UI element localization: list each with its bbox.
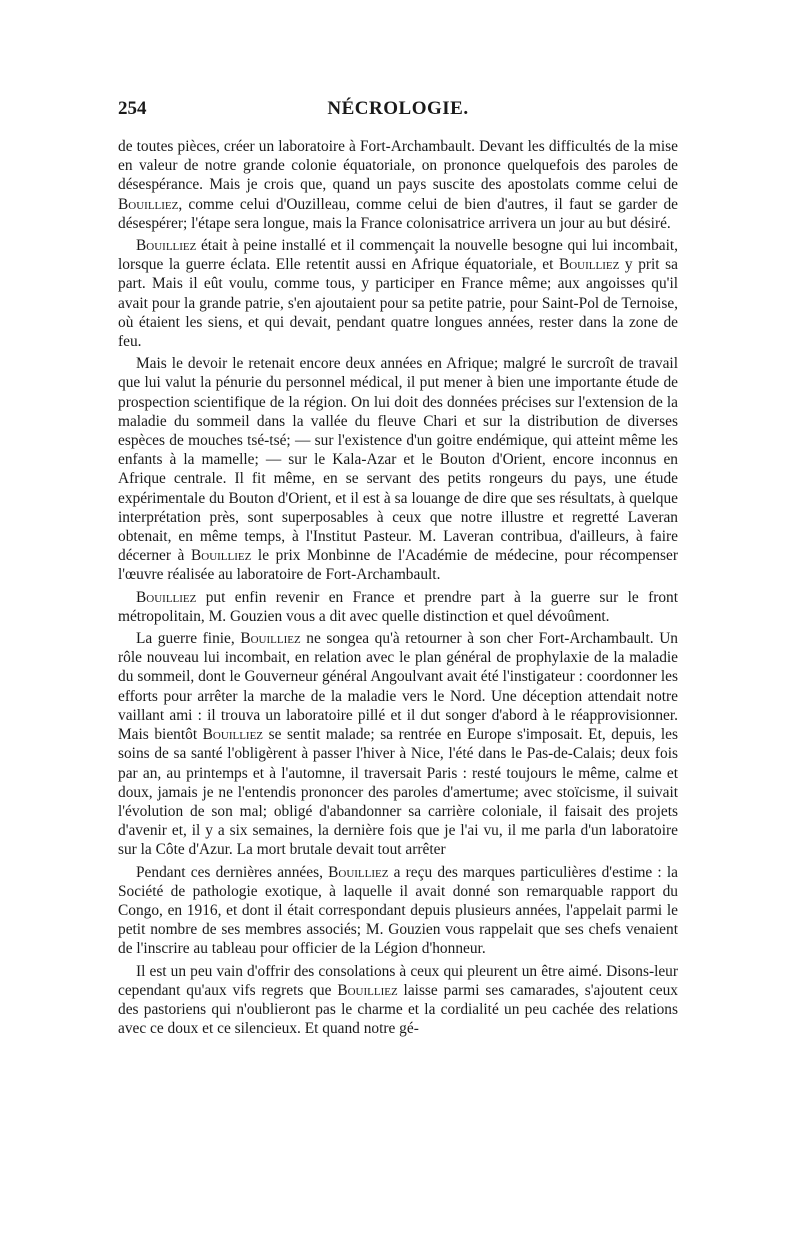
running-title: NÉCROLOGIE. [327,98,469,119]
text-segment: était à peine installé et il commençait la nouvelle besogne qui lui incombait, lorsque la guerre éclata. Elle retentit aussi en Afrique équatoriale, et [118,237,678,274]
paragraph [118,236,678,351]
name-smallcaps: Bouilliez [558,256,620,274]
text-segment: Mais le devoir le retenait encore deux années en Afrique; malgré le surcroît de travail que lui valut la pénurie du personnel médical, il put mener à bien une importante étude de prospection scientifique de la région. On lui doit des données précises sur l'extension de la maladie du sommeil dans la vallée du fleuve Chari et sur la distribution de diverses espèces de mouches tsé-tsé; — sur l'existence d'un goitre endémique, qui atteint même les enfants à la mamelle; — sur le Kala-Azar et le Bouton d'Orient, encore inconnus en Afrique centrale. Il fit même, en se servant des petits rongeurs du pays, une étude expérimentale du Bouton d'Orient, et il est à sa louange de dire que ses résultats, à quelque interprétation près, sont superposables à ceux que notre illustre et regretté Laveran obtenait, en même temps, à l'Institut Pasteur. M. Laveran contribua, d'ailleurs, à faire décerner à [118,355,678,565]
paragraph [118,962,678,1039]
text-segment: La guerre finie, [136,630,241,648]
text-segment: put enfin revenir en France et prendre part à la guerre sur le front métropolitain, M. Gouzien vous a dit avec quelle distinction et quel dévoûment. [118,588,678,625]
text-segment: le prix Monbinne de l'Académie de médecine, pour récompenser l'œuvre réalisée au laboratoire de Fort-Archambault. [118,547,678,584]
text-segment: Pendant ces dernières années, [136,863,329,881]
paragraph [118,354,678,584]
name-smallcaps: Bouilliez [240,630,301,648]
text-segment: Il est un peu vain d'offrir des consolations à ceux qui pleurent un être aimé. Disons-leur cependant qu'aux vifs regrets que [118,962,678,999]
name-smallcaps: Bouilliez [337,981,398,999]
text-segment: , comme celui d'Ouzilleau, comme celui de bien d'autres, il faut se garder de désespérer; l'étape sera longue, mais la France colonisatrice arrivera un jour au but désiré. [118,195,678,232]
paragraph [118,137,678,233]
name-smallcaps: Bouilliez [190,547,252,565]
paragraph [118,863,678,959]
name-smallcaps: Bouilliez [328,863,389,881]
text-segment: a reçu des marques particulières d'estime : la Société de pathologie exotique, à laquelle il avait donné son remarquable rapport du Congo, en 1916, et dont il était correspondant depuis plusieurs années, l'appelait parmi le petit nombre de ses membres associés; M. Gouzien vous rappelait que ses chefs venaient de l'inscrire au tableau pour officier de la Légion d'honneur. [118,863,679,958]
text-segment: laisse parmi ses camarades, s'ajoutent ceux des pastoriens qui n'oublieront pas le charme et la cordialité un peu cachée des relations avec ce doux et ce silencieux. Et quand notre gé- [118,981,679,1038]
page-header [118,98,678,128]
text-segment: y prit sa part. Mais il eût voulu, comme tous, y participer en France même; aux angoisses qu'il avait pour la grande patrie, s'en ajoutaient pour sa petite patrie, pour Saint-Pol de Ternoise, où étaient les siens, et qui devait, pendant quatre longues années, rester dans la zone de feu. [118,256,678,351]
page-number: 254 [118,98,147,119]
name-smallcaps: Bouilliez [118,195,179,213]
paragraph [118,629,678,859]
body-text [118,137,678,1038]
name-smallcaps: Bouilliez [136,237,197,255]
text-segment: ne songea qu'à retourner à son cher Fort-Archambault. Un rôle nouveau lui incombait, en relation avec le plan général de prophylaxie de la maladie du sommeil, dont le Gouverneur général Angoulvant avait été l'instigateur : coordonner les efforts pour arrêter la marche de la maladie vers le Nord. Une déception attendait notre vaillant ami : il trouva un laboratoire pillé et il dut songer d'abord à le réapprovisionner. Mais bientôt [118,630,679,744]
text-segment: se sentit malade; sa rentrée en Europe s'imposait. Et, depuis, les soins de sa santé l'obligèrent à passer l'hiver à Nice, l'été dans le Pas-de-Calais; deux fois par an, au printemps et à l'automne, il traversait Paris : resté toujours le même, calme et doux, jamais je ne l'entendis prononcer des paroles d'amertume; avec stoïcisme, il suivait l'évolution de son mal; obligé d'abandonner sa carrière coloniale, il faisait des projets d'avenir et, il y a six semaines, la dernière fois que je l'ai vu, il me parla d'un laboratoire sur la Côte d'Azur. La mort brutale devait tout arrêter [118,726,678,859]
name-smallcaps: Bouilliez [136,588,197,606]
name-smallcaps: Bouilliez [202,726,264,744]
text-segment: de toutes pièces, créer un laboratoire à Fort-Archambault. Devant les difficultés de la mise en valeur de notre grande colonie équatoriale, on prononce quelquefois des paroles de désespérance. Mais je crois que, quand un pays suscite des apostolats comme celui de [118,138,678,194]
paragraph [118,588,678,626]
